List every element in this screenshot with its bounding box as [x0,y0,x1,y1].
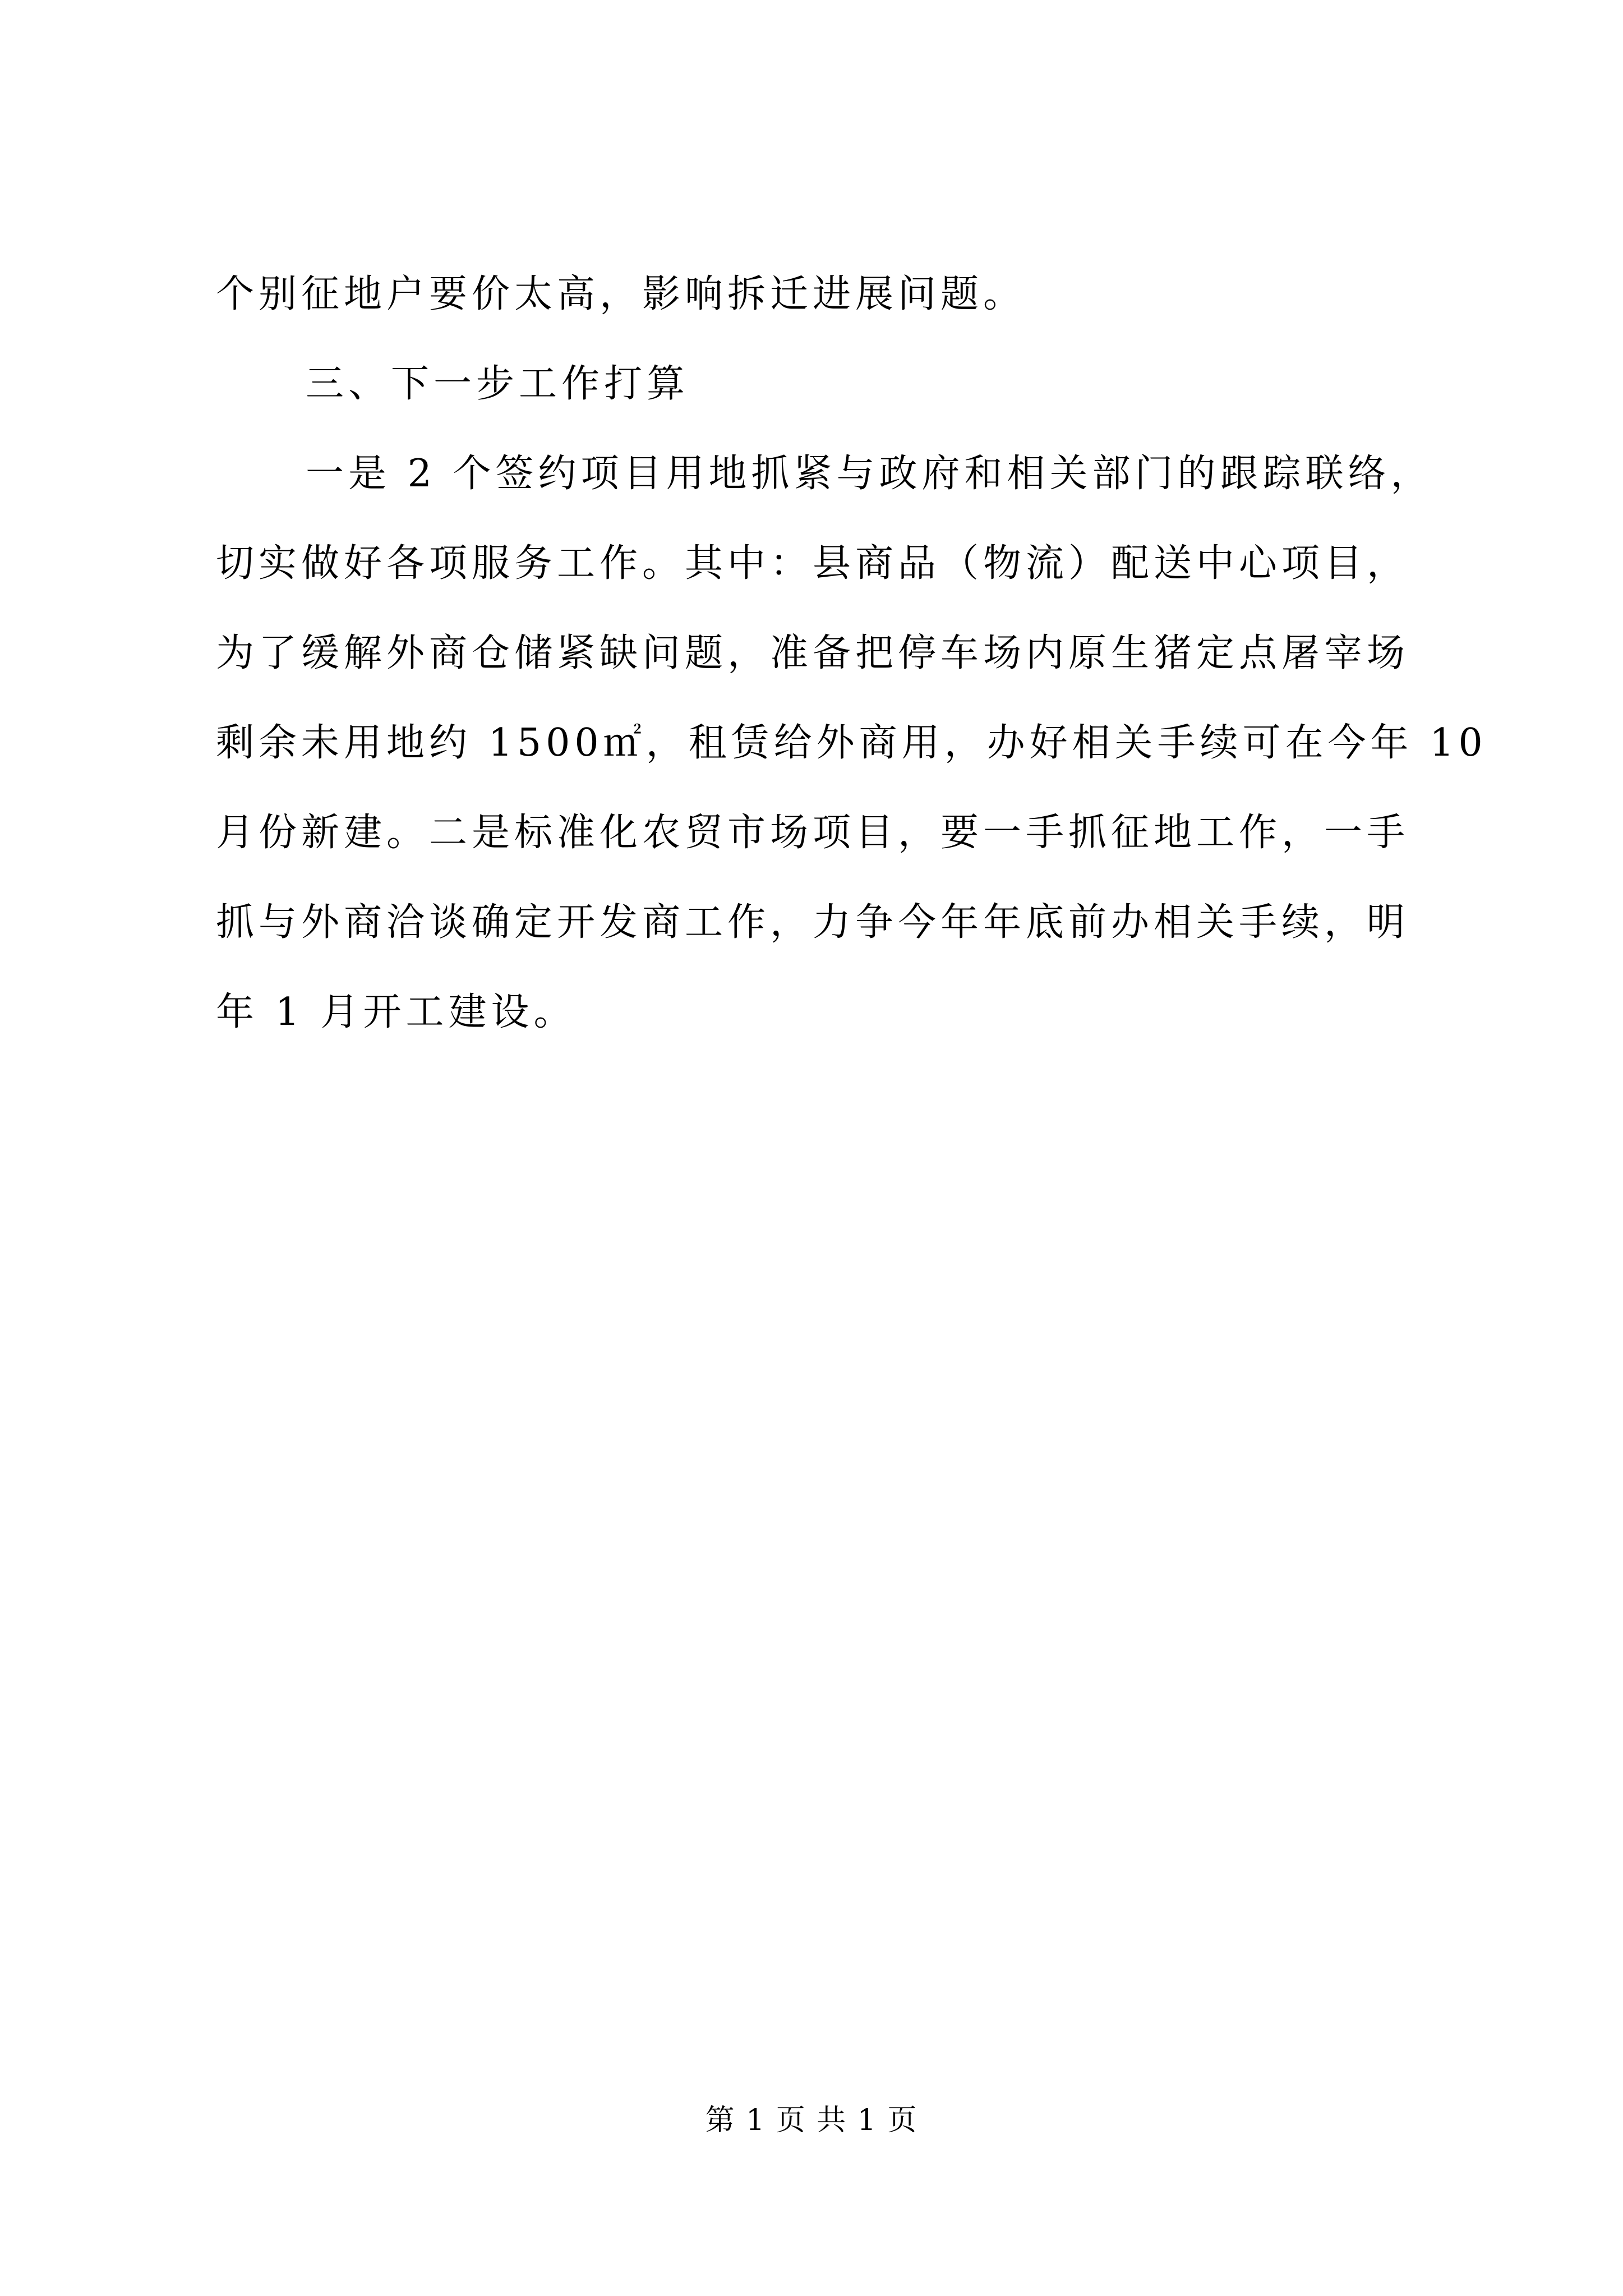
section-heading: 三、下一步工作打算 [306,362,690,406]
paragraph-line: 年 1 月开工建设。 [216,990,577,1034]
paragraph-line: 个别征地户要价太高，影响拆迁进展问题。 [216,272,1026,316]
paragraph-line: 月份新建。二是标准化农贸市场项目，要一手抓征地工作，一手 [216,811,1410,855]
paragraph-line: 切实做好各项服务工作。其中：县商品（物流）配送中心项目， [216,541,1410,586]
page-number-footer: 第 1 页 共 1 页 [705,2104,918,2137]
paragraph-line: 一是 2 个签约项目用地抓紧与政府和相关部门的跟踪联络， [306,452,1433,496]
paragraph-line: 为了缓解外商仓储紧缺问题，准备把停车场内原生猪定点屠宰场 [216,631,1410,675]
paragraph-line: 抓与外商洽谈确定开发商工作，力争今年年底前办相关手续，明 [216,900,1410,945]
paragraph-line: 剩余未用地约 1500㎡，租赁给外商用，办好相关手续可在今年 10 [216,721,1487,765]
